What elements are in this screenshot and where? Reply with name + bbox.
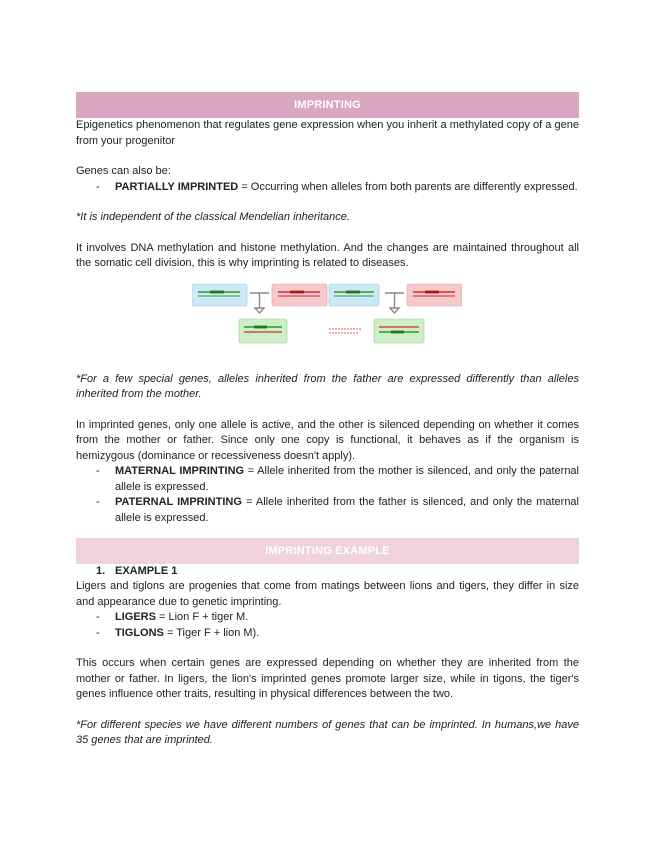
list-item-maternal-imprinting (76, 464, 579, 495)
diagram-box-blue-1 (192, 284, 247, 306)
imprinting-diagram-svg (192, 282, 462, 346)
ligers-intro-paragraph: Ligers and tiglons are progenies that come from matings between lions and tigers, they differ in size and appearance due to genetic imprinting. (76, 580, 579, 608)
section-header-imprinting: IMPRINTING (76, 92, 579, 118)
example-title: EXAMPLE 1 (115, 565, 178, 577)
intro-paragraph: Epigenetics phenomenon that regulates gene expression when you inherit a methylated copy of a gene from your progenitor (76, 119, 579, 147)
imprinting-diagram (76, 282, 579, 360)
desc-ligers: = Lion F + tiger M. (155, 611, 249, 623)
term-ligers: LIGERS (115, 611, 156, 623)
list-item-partially-imprinted (76, 180, 579, 196)
note-mendelian: *It is independent of the classical Mendelian inheritance. (76, 211, 350, 223)
term-tiglons: TIGLONS (115, 626, 164, 639)
section-header-imprinting-example: IMPRINTING EXAMPLE (76, 538, 579, 564)
note-special-genes: *For a few special genes, alleles inherited from the father are expressed differently than alleles inherited from the mother. (76, 372, 579, 400)
example-number: 1. (96, 565, 106, 577)
desc-maternal-imprinting: = Allele inherited from the mother is silenced, and only the paternal allele is expressed. (115, 465, 579, 493)
occurs-paragraph: This occurs when certain genes are expressed depending on whether they are inherited from the mother or father. In ligers, the lion's imprinted genes promote larger size, while in tigons, the tiger's genes influence other traits, resulting in physical differences between the two. (76, 657, 579, 700)
diagram-box-green-1 (239, 319, 287, 343)
document-page (76, 92, 579, 749)
note-species: *For different species we have different numbers of genes that can be imprinted. In humans,we have 35 genes that are imprinted. (76, 718, 579, 746)
list-item-ligers (76, 610, 579, 626)
desc-partially-imprinted: = Occurring when alleles from both parents are differently expressed. (238, 180, 578, 193)
term-paternal-imprinting: PATERNAL IMPRINTING (115, 496, 242, 508)
list-item-tiglons (76, 626, 579, 642)
hybrids-list (76, 610, 579, 641)
term-partially-imprinted: PARTIALLY IMPRINTED (115, 180, 239, 193)
diagram-connector-2 (385, 293, 404, 313)
term-maternal-imprinting: MATERNAL IMPRINTING (115, 465, 245, 477)
diagram-box-pink-2 (407, 284, 462, 306)
imprinted-genes-paragraph: In imprinted genes, only one allele is active, and the other is silenced depending on whether it comes from the mother or father. Since only one copy is functional, it behaves as if the organism is hemizygous (dominance or recessiveness doesn't apply). (76, 418, 579, 462)
diagram-box-blue-2 (329, 284, 379, 306)
imprinting-types-list (76, 464, 579, 526)
diagram-connector-1 (250, 293, 269, 313)
diagram-box-pink-1 (272, 284, 327, 306)
partial-list (76, 180, 579, 196)
genes-can-be-label: Genes can also be: (76, 165, 171, 177)
example-1-heading (76, 564, 579, 579)
list-item-paternal-imprinting (76, 495, 579, 526)
methylation-paragraph: It involves DNA methylation and histone methylation. And the changes are maintained throughout all the somatic cell division, this is why imprinting is related to diseases. (76, 241, 579, 269)
desc-tiglons: = Tiger F + lion M). (163, 626, 260, 639)
desc-paternal-imprinting: = Allele inherited from the father is silenced, and only the maternal allele is expressed. (115, 496, 579, 524)
